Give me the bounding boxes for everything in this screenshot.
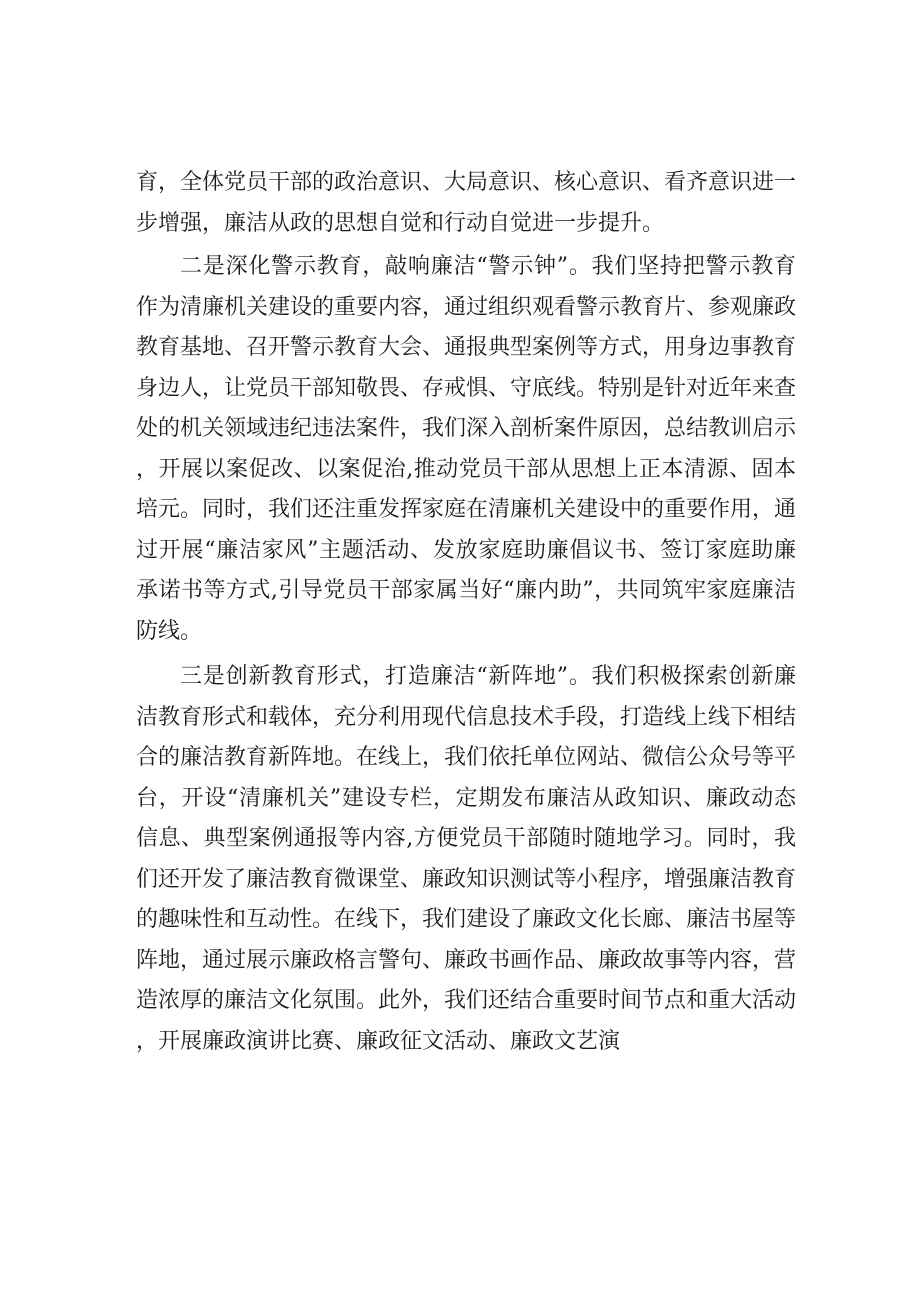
paragraph-continuation (136, 163, 796, 244)
paragraph-text: 三是创新教育形式，打造廉洁“新阵地”。我们积极探索创新廉洁教育形式和载体，充分利用现代信息技术手段，打造线上线下相结合的廉洁教育新阵地。在线上，我们依托单位网站、微信公众号等平台，开设“清廉机关”建设专栏，定期发布廉洁从政知识、廉政动态信息、典型案例通报等内容,方便党员干部随时随地学习。同时，我们还开发了廉洁教育微课堂、廉政知识测试等小程序，增强廉洁教育的趣味性和互动性。在线下，我们建设了廉政文化长廊、廉洁书屋等阵地，通过展示廉政格言警句、廉政书画作品、廉政故事等内容，营造浓厚的廉洁文化氛围。此外，我们还结合重要时间节点和重大活动，开展廉政演讲比赛、廉政征文活动、廉政文艺演 (136, 664, 797, 1054)
paragraph-innovative-education (136, 657, 796, 1062)
paragraph-warning-education (136, 247, 796, 652)
paragraph-text: 育，全体党员干部的政治意识、大局意识、核心意识、看齐意识进一步增强，廉洁从政的思想自觉和行动自觉进一步提升。 (136, 170, 797, 236)
paragraph-text: 二是深化警示教育，敲响廉洁“警示钟”。我们坚持把警示教育作为清廉机关建设的重要内容，通过组织观看警示教育片、参观廉政教育基地、召开警示教育大会、通报典型案例等方式，用身边事教育身边人，让党员干部知敬畏、存戒惧、守底线。特别是针对近年来查处的机关领域违纪违法案件，我们深入剖析案件原因，总结教训启示，开展以案促改、以案促治,推动党员干部从思想上正本清源、固本培元。同时，我们还注重发挥家庭在清廉机关建设中的重要作用，通过开展“廉洁家风”主题活动、发放家庭助廉倡议书、签订家庭助廉承诺书等方式,引导党员干部家属当好“廉内助”，共同筑牢家庭廉洁防线。 (136, 254, 797, 644)
